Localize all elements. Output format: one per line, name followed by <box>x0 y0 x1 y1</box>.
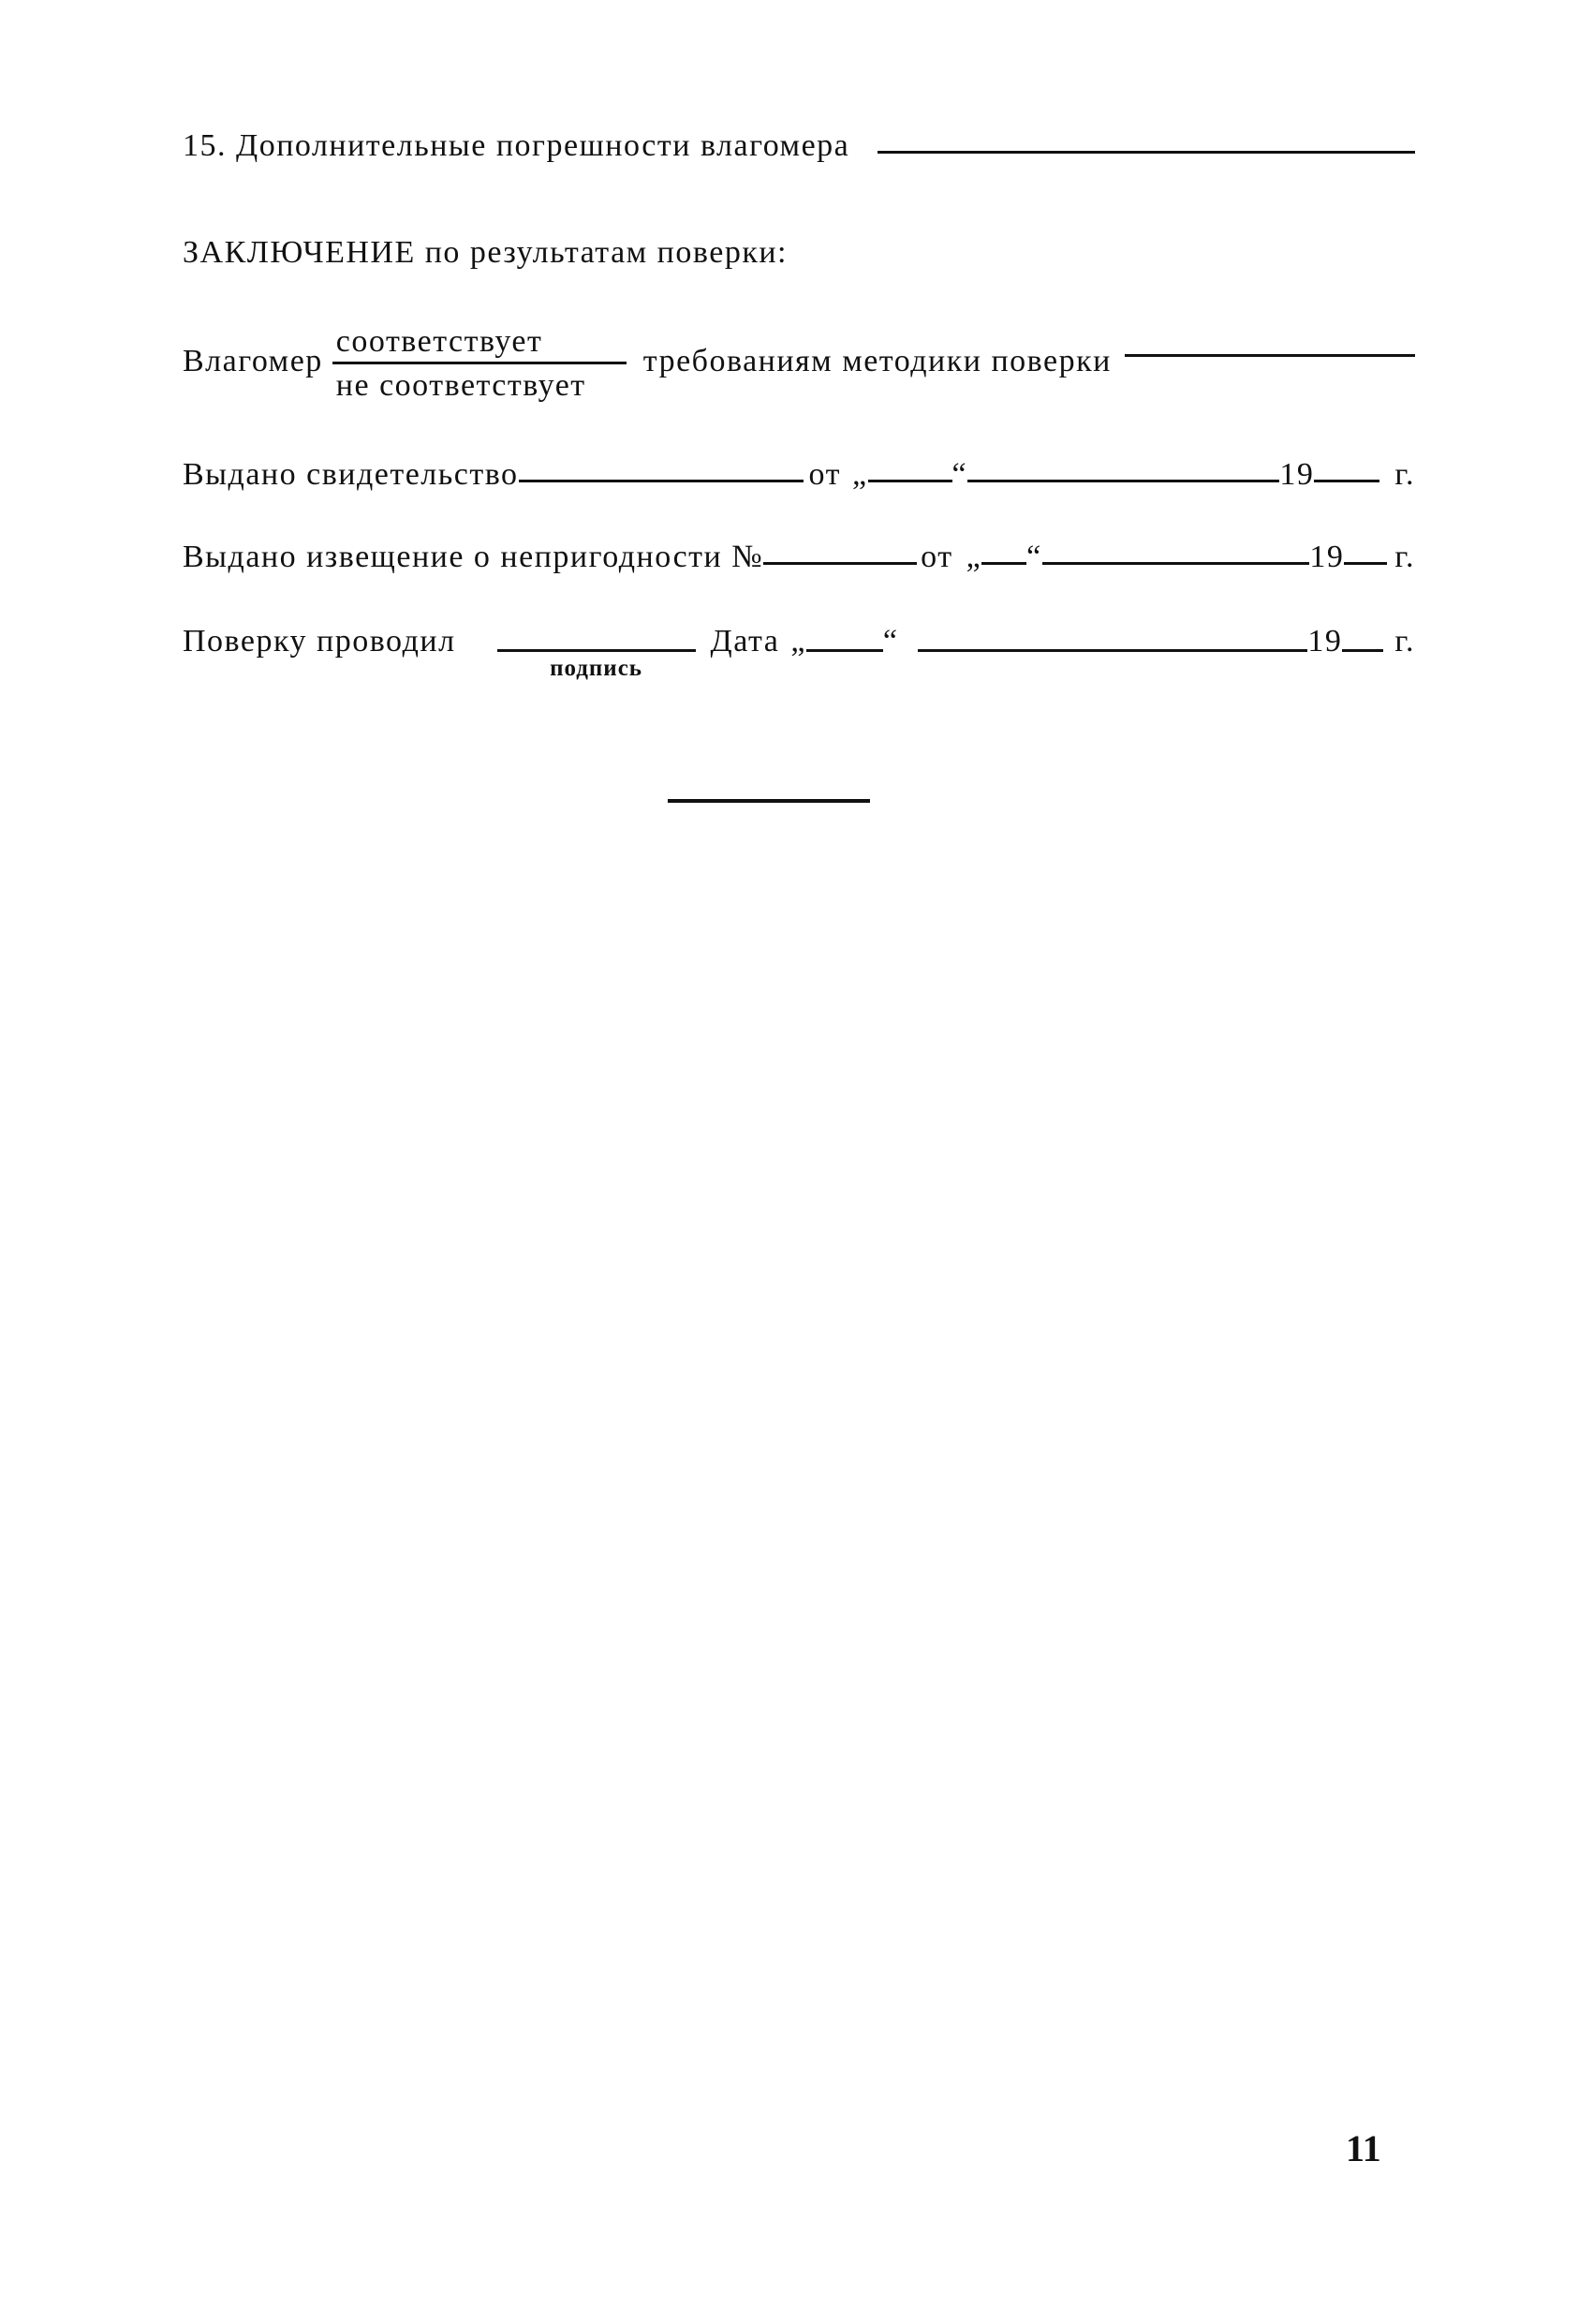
section-end-rule <box>668 799 870 803</box>
unfitness-open-quote: „ <box>966 540 982 574</box>
unfitness-year-prefix: 19 <box>1309 540 1345 574</box>
item-15-blank[interactable] <box>878 151 1415 154</box>
signature-blank[interactable] <box>497 626 696 652</box>
date-month-blank[interactable] <box>918 626 1308 652</box>
hygrometer-blank[interactable] <box>1125 354 1415 357</box>
certificate-month-blank[interactable] <box>967 480 1279 482</box>
unfitness-day-blank[interactable] <box>981 562 1026 565</box>
date-label: Дата <box>710 624 780 659</box>
unfitness-close-quote: “ <box>1026 540 1042 574</box>
compliance-option-no[interactable]: не соответствует <box>335 368 586 403</box>
unfitness-year-suffix: г. <box>1394 540 1415 574</box>
page-number: 11 <box>1346 2127 1381 2169</box>
date-year-blank[interactable] <box>1342 626 1383 652</box>
certificate-row <box>183 459 1415 491</box>
date-year-suffix: г. <box>1394 624 1415 659</box>
signature-caption: подпись <box>550 656 643 681</box>
hygrometer-requirement: требованиям методики поверки <box>642 343 1112 378</box>
compliance-fraction <box>332 326 627 402</box>
verifier-row <box>183 626 1415 680</box>
signature-field[interactable] <box>497 626 696 680</box>
item-15-row <box>183 130 1415 162</box>
item-15-label: 15. Дополнительные погрешности влагомера <box>183 128 850 163</box>
certificate-from: от <box>808 457 841 492</box>
conclusion-heading: ЗАКЛЮЧЕНИЕ по результатам поверки: <box>183 235 788 270</box>
certificate-year-prefix: 19 <box>1279 457 1315 492</box>
compliance-option-yes[interactable]: соответствует <box>332 326 627 364</box>
unfitness-month-blank[interactable] <box>1042 562 1310 565</box>
unfitness-year-blank[interactable] <box>1344 562 1387 565</box>
certificate-day-blank[interactable] <box>868 480 952 482</box>
date-year-prefix: 19 <box>1307 624 1343 659</box>
unfitness-number-blank[interactable] <box>763 562 917 565</box>
certificate-year-suffix: г. <box>1394 457 1415 492</box>
unfitness-row <box>183 541 1415 573</box>
unfitness-from: от <box>921 540 953 574</box>
unfitness-label: Выдано извещение о непригодности № <box>183 540 764 574</box>
certificate-open-quote: „ <box>851 457 868 492</box>
hygrometer-row <box>183 326 1415 402</box>
certificate-label: Выдано свидетельство <box>183 457 519 492</box>
date-close-quote: “ <box>882 624 899 659</box>
certificate-close-quote: “ <box>951 457 968 492</box>
hygrometer-label: Влагомер <box>183 343 323 378</box>
conclusion-row <box>183 237 1415 269</box>
verifier-label: Поверку проводил <box>183 624 456 659</box>
certificate-number-blank[interactable] <box>519 480 804 482</box>
date-day-blank[interactable] <box>806 626 883 652</box>
certificate-year-blank[interactable] <box>1314 480 1379 482</box>
date-open-quote: „ <box>790 624 806 659</box>
